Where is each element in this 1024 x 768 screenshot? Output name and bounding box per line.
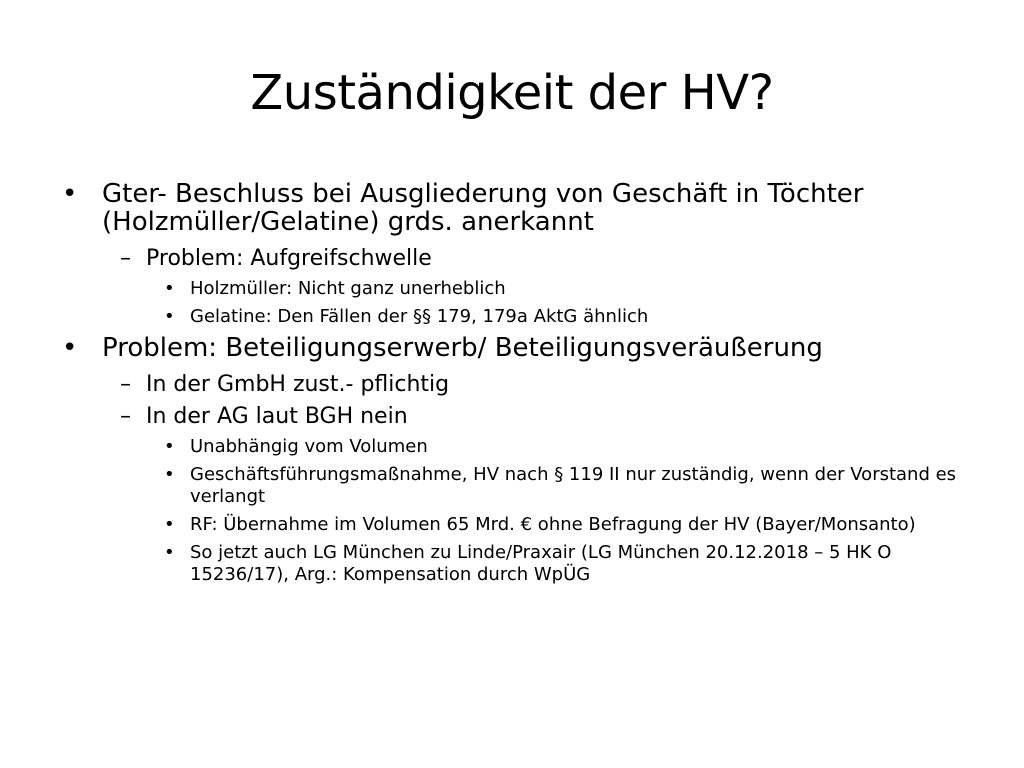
bullet-list [60,180,990,592]
list-item-level-1 [60,334,990,362]
dash-icon: – [120,246,131,271]
list-item-level-3 [60,278,990,300]
list-item-text: Problem: Beteiligungserwerb/ Beteiligungsveräußerung [102,333,823,363]
bullet-icon: • [164,464,175,485]
list-item-level-3 [60,514,990,536]
list-item-text: In der AG laut BGH nein [146,404,408,429]
list-item-text: Gter- Beschluss bei Ausgliederung von Geschäft in Töchter (Holzmüller/Gelatine) grds. anerkannt [102,179,864,237]
list-item-text: In der GmbH zust.- pflichtig [146,372,450,397]
list-item-text: RF: Übernahme im Volumen 65 Mrd. € ohne Befragung der HV (Bayer/Monsanto) [190,514,916,535]
list-item-text: Problem: Aufgreifschwelle [146,246,432,271]
list-item-text: Holzmüller: Nicht ganz unerheblich [190,278,506,299]
list-item-text: Geschäftsführungsmaßnahme, HV nach § 119 II nur zuständig, wenn der Vorstand es verlangt [190,464,957,507]
bullet-icon: • [164,542,175,563]
list-item-text: Gelatine: Den Fällen der §§ 179, 179a AktG ähnlich [190,306,649,327]
list-item-level-3 [60,436,990,458]
bullet-icon: • [62,179,78,209]
dash-icon: – [120,404,131,429]
list-item-level-3 [60,464,990,508]
dash-icon: – [120,372,131,397]
list-item-level-3 [60,306,990,328]
list-item-level-1 [60,180,990,236]
slide-title: Zuständigkeit der HV? [250,65,774,121]
bullet-icon: • [164,514,175,535]
bullet-icon: • [62,333,78,363]
list-item-level-2 [60,246,990,272]
bullet-icon: • [164,306,175,327]
bullet-icon: • [164,278,175,299]
list-item-level-3 [60,542,990,586]
list-item-level-2 [60,404,990,430]
list-item-text: Unabhängig vom Volumen [190,436,428,457]
list-item-text: So jetzt auch LG München zu Linde/Praxair (LG München 20.12.2018 – 5 HK O 15236/17), Arg.: Kompensation durch WpÜG [190,542,892,585]
bullet-icon: • [164,436,175,457]
list-item-level-2 [60,372,990,398]
